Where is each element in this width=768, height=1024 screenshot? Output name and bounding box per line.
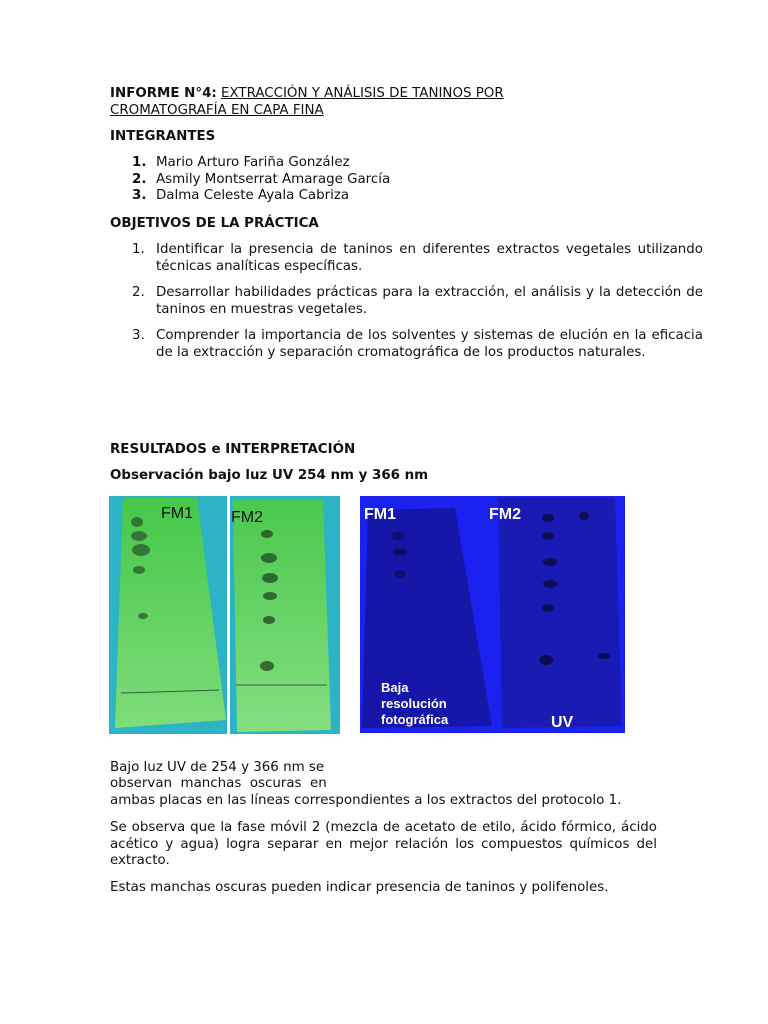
objective-text: Desarrollar habilidades prácticas para la extracción, el análisis y la detección de taninos en muestras vegetales.: [156, 285, 703, 317]
tlc-plates-uv-photo: [360, 496, 625, 733]
member-item: [110, 155, 657, 172]
member-item: [110, 188, 657, 205]
note-line: resolución: [381, 696, 447, 711]
objective-number: 3.: [132, 328, 145, 343]
tlc-plates-green-photo: [109, 496, 340, 734]
member-number: 1.: [132, 155, 147, 170]
member-number: 3.: [132, 188, 147, 204]
results-subheading: Observación bajo luz UV 254 nm y 366 nm: [110, 468, 429, 483]
uv-label-fm2: FM2: [489, 506, 521, 523]
plate-label-fm2: FM2: [231, 509, 263, 526]
objective-item: [110, 242, 703, 275]
report-title-line1: EXTRACCIÓN Y ANÁLISIS DE TANINOS POR: [221, 86, 504, 101]
member-name: Dalma Celeste Ayala Cabriza: [156, 188, 350, 204]
note-line: Baja: [381, 680, 409, 695]
report-title-line2: CROMATOGRAFÍA EN CAPA FINA: [110, 102, 324, 118]
objective-number: 2.: [132, 285, 145, 300]
member-item: [110, 172, 657, 189]
members-heading: INTEGRANTES: [110, 129, 216, 144]
objective-text: Identificar la presencia de taninos en diferentes extractos vegetales utilizando técnicas analíticas específicas.: [156, 242, 703, 274]
report-number: INFORME N°4:: [110, 86, 217, 101]
objective-item: [110, 328, 703, 361]
objective-item: [110, 285, 703, 318]
note-line: fotográfica: [381, 712, 449, 727]
paragraph-1-line-3: ambas placas en las líneas correspondientes a los extractos del protocolo 1.: [110, 793, 622, 808]
results-heading: RESULTADOS e INTERPRETACIÓN: [110, 442, 356, 457]
paragraph-1-line-2: observan manchas oscuras en: [110, 776, 327, 791]
paragraph-1-line-1: Bajo luz UV de 254 y 366 nm se: [110, 760, 325, 775]
objective-text: Comprender la importancia de los solventes y sistemas de elución en la eficacia de la extracción y separación cromatográfica de los productos naturales.: [156, 328, 703, 360]
objective-number: 1.: [132, 242, 145, 257]
tlc-plates-green-svg: [109, 496, 340, 734]
objectives-heading: OBJETIVOS DE LA PRÁCTICA: [110, 216, 319, 231]
uv-label-fm1: FM1: [364, 506, 396, 523]
low-resolution-note: [381, 680, 448, 728]
members-list: [110, 155, 657, 205]
paragraph-2: Se observa que la fase móvil 2 (mezcla de acetato de etilo, ácido fórmico, ácido acético y agua) logra separar en mejor relación los compuestos químicos del extracto.: [110, 820, 657, 869]
report-title: [110, 86, 657, 119]
paragraph-3: Estas manchas oscuras pueden indicar presencia de taninos y polifenoles.: [110, 880, 609, 895]
plate-label-fm1: FM1: [161, 505, 193, 522]
member-name: Asmily Montserrat Amarage García: [156, 171, 391, 187]
member-number: 2.: [132, 171, 147, 187]
member-name: Mario Arturo Fariña González: [156, 155, 350, 170]
uv-label-uv: UV: [551, 714, 574, 731]
